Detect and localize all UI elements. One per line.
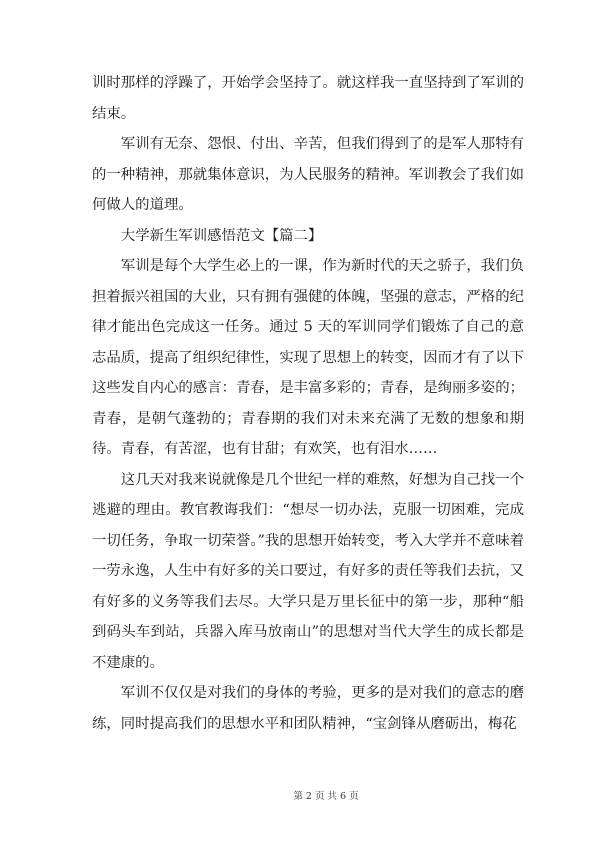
paragraph: 军训有无奈、怨恨、付出、辛苦，但我们得到了的是军人那特有的一种精神，那就集体意识，为人民服务的精神。军训教会了我们如何做人的道理。 bbox=[92, 136, 524, 213]
paragraph: 军训是每个大学生必上的一课，作为新时代的天之骄子，我们负担着振兴祖国的大业，只有拥有强健的体魄，坚强的意志，严格的纪律才能出色完成这一任务。通过 5 天的军训同学们锻炼了自己的意志品质，提高了组织纪律性，实现了思想上的转变，因而才有了以下这些发自内心的感言：青春，是丰富多彩的；青春，是绚丽多姿的；青春，是朝气蓬勃的；青春期的我们对未来充满了无数的想象和期待。青春，有苦涩，也有甘甜；有欢笑，也有泪水…… bbox=[92, 258, 524, 457]
paragraph: 训时那样的浮躁了，开始学会坚持了。就这样我一直坚持到了军训的结束。 bbox=[92, 75, 524, 122]
paragraph: 这几天对我来说就像是几个世纪一样的难熬，好想为自己找一个逃避的理由。教官教诲我们：“想尽一切办法，克服一切困难，完成一切任务，争取一切荣誉。”我的思想开始转变，考入大学并不意味着一劳永逸，人生中有好多的关口要过，有好多的责任等我们去抗，又有好多的义务等我们去尽。大学只是万里长征中的第一步，那种“船到码头车到站，兵器入库马放南山”的思想对当代大学生的成长都是不建康的。 bbox=[92, 471, 524, 671]
paragraph: 军训不仅仅是对我们的身体的考验，更多的是对我们的意志的磨练，同时提高我们的思想水平和团队精神，“宝剑锋从磨砺出，梅花 bbox=[92, 685, 524, 732]
section-heading: 大学新生军训感悟范文【篇二】 bbox=[120, 227, 323, 244]
document-body bbox=[92, 68, 524, 739]
page-number: 第 2 页 共 6 页 bbox=[293, 791, 359, 802]
